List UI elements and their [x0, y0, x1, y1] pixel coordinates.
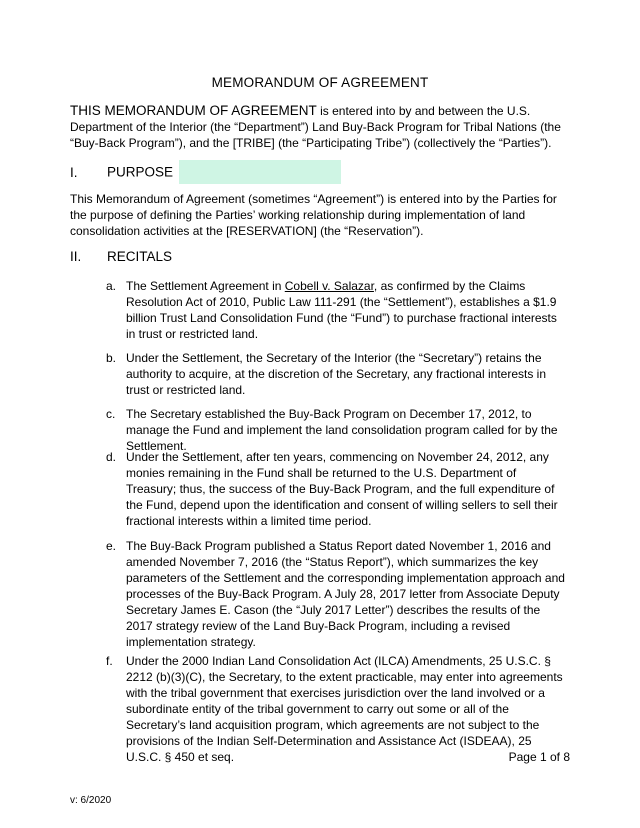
recital-item	[106, 350, 566, 398]
recital-letter: b.	[106, 351, 117, 365]
intro-paragraph	[70, 103, 570, 151]
section-purpose-heading	[70, 161, 341, 185]
recital-item	[106, 278, 566, 342]
recital-text: Under the Settlement, the Secretary of the Interior (the “Secretary”) retains the authority to acquire, at the discretion of the Secretary, any fractional interests in trust or restricted land.	[126, 351, 546, 397]
document-title: MEMORANDUM OF AGREEMENT	[211, 75, 429, 90]
recital-text-pre: The Settlement Agreement in	[126, 279, 285, 293]
recital-letter: f.	[106, 654, 113, 668]
intro-text: is entered into by and between the U.S. Department of the Interior (the “Department”) Land Buy-Back Program for Tribal Nations (the “Buy-Back Program”), and the [TRIBE] (the “Participating Tribe”) (collectively the “Parties”).	[70, 104, 561, 150]
recital-text: Under the 2000 Indian Land Consolidation Act (ILCA) Amendments, 25 U.S.C. § 2212 (b)(3)(C), the Secretary, to the extent practicable, may enter into agreements with the tribal government that exercises jurisdiction over the land involved or a subordinate entity of the tribal government to carry out some or all of the Secretary’s land acquisition program, which agreements are not subject to the provisions of the Indian Self-Determination and Assistance Act (ISDEAA), 25 U.S.C. § 450 et seq.	[126, 654, 563, 764]
recital-text: The Buy-Back Program published a Status Report dated November 1, 2016 and amended November 7, 2016 (the “Status Report”), which summarizes the key parameters of the Settlement and the corresponding implementation approach and processes of the Buy-Back Program. A July 28, 2017 letter from Associate Deputy Secretary James E. Cason (the “July 2017 Letter”) describes the results of the 2017 strategy review of the Land Buy-Back Program, including a revised implementation strategy.	[126, 539, 565, 649]
purpose-highlight-field[interactable]	[179, 160, 341, 184]
recital-text: Under the Settlement, after ten years, commencing on November 24, 2012, any monies remaining in the Fund shall be returned to the U.S. Department of Treasury; thus, the success of the Buy-Back Program, and the full expenditure of the Fund, depend upon the identification and consent of willing sellers to sell their fractional interests within a limited time period.	[126, 450, 558, 528]
section-number: I.	[70, 164, 78, 180]
section-title: PURPOSE	[107, 164, 174, 180]
section-recitals-heading	[70, 249, 172, 264]
intro-lead: THIS MEMORANDUM OF AGREEMENT	[70, 103, 317, 118]
section-number: II.	[70, 249, 82, 264]
page-number: Page 1 of 8	[508, 750, 570, 764]
recital-text: The Secretary established the Buy-Back Program on December 17, 2012, to manage the Fund and implement the land consolidation program called for by the Settlement.	[126, 407, 558, 453]
recital-letter: d.	[106, 450, 117, 464]
recital-letter: e.	[106, 539, 117, 553]
recital-item	[106, 653, 566, 765]
recital-item	[106, 406, 566, 454]
recital-item	[106, 449, 566, 529]
section-title: RECITALS	[107, 249, 173, 264]
version-label: v: 6/2020	[70, 795, 112, 806]
purpose-body: This Memorandum of Agreement (sometimes “Agreement”) is entered into by the Parties for the purpose of defining the Parties’ working relationship during implementation of land consolidation activities at the [RESERVATION] (the “Reservation”).	[70, 192, 557, 238]
recital-text	[126, 278, 566, 342]
recital-letter: a.	[106, 279, 117, 293]
case-citation: Cobell v. Salazar	[284, 279, 374, 293]
recital-text-post: , as confirmed by the Claims Resolution Act of 2010, Public Law 111-291 (the “Settlement”), establishes a $1.9 billion Trust Land Consolidation Fund (the “Fund”) to purchase fractional interests in trust or restricted land.	[126, 279, 557, 341]
recital-letter: c.	[106, 407, 116, 421]
recital-item	[106, 538, 566, 650]
